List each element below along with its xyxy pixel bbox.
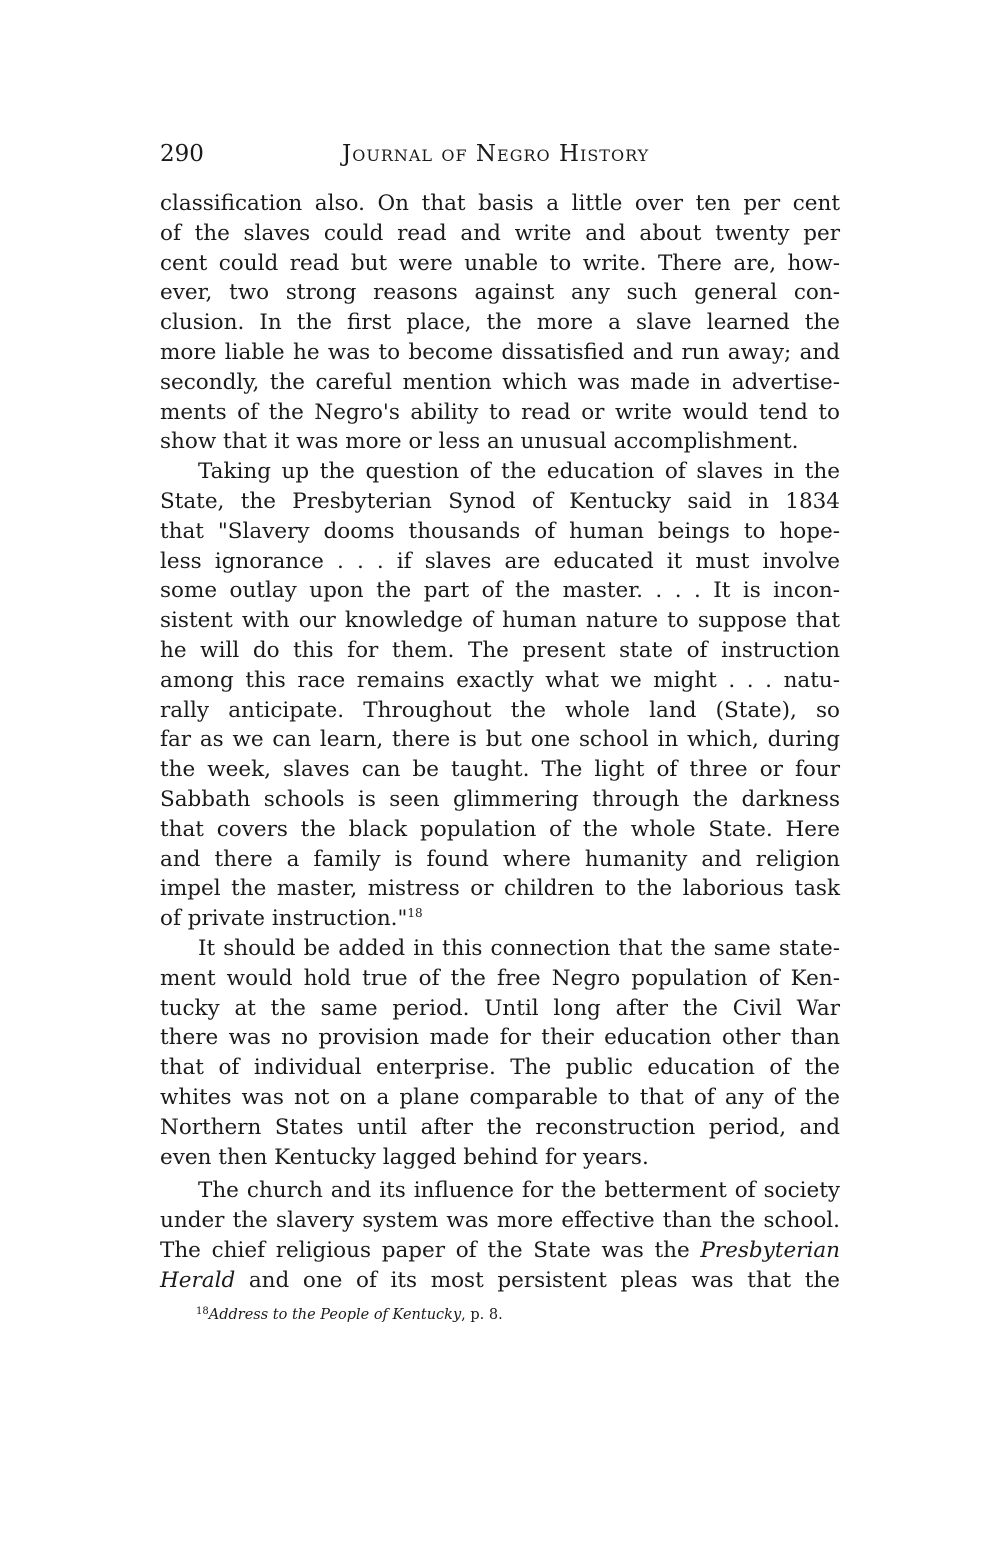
text-line: that covers the black population of the whole State. Here — [160, 816, 840, 842]
text-line: far as we can learn, there is but one school in which, during — [160, 727, 840, 753]
text-line: Northern States until after the reconstruction period, and — [160, 1114, 840, 1140]
footnote-page: , p. 8. — [461, 1307, 503, 1324]
text-line: clusion. In the first place, the more a slave learned the — [160, 310, 840, 336]
paragraph — [160, 934, 840, 1172]
text-line: show that it was more or less an unusual accomplishment. — [160, 429, 799, 455]
footnote-number: 18 — [196, 1306, 209, 1318]
page-number: 290 — [160, 141, 204, 167]
text-line-content: of private instruction." — [160, 906, 408, 932]
text-line: there was no provision made for their education other than — [160, 1025, 840, 1051]
text-line: of the slaves could read and write and about twenty per — [160, 220, 840, 246]
text-line: Sabbath schools is seen glimmering through the darkness — [160, 786, 840, 812]
text-line: impel the master, mistress or children to the laborious task — [160, 876, 840, 902]
text-line: less ignorance . . . if slaves are educated it must involve — [160, 548, 840, 574]
text-line: ments of the Negro's ability to read or write would tend to — [160, 399, 840, 425]
text-line: It should be added in this connection that the same state- — [198, 935, 840, 961]
text-line: that "Slavery dooms thousands of human beings to hope- — [160, 518, 840, 544]
footnote-reference[interactable]: 18 — [407, 906, 423, 921]
footnote — [160, 1305, 840, 1325]
text-line: whites was not on a plane comparable to that of any of the — [160, 1084, 840, 1110]
journal-name-italic: Herald — [160, 1267, 236, 1293]
paragraph — [160, 1176, 840, 1295]
text-line: ever, two strong reasons against any such general con- — [160, 280, 840, 306]
text-line: secondly, the careful mention which was made in advertise- — [160, 369, 840, 395]
text-line: even then Kentucky lagged behind for years. — [160, 1144, 649, 1170]
text-line: Herald and one of its most persistent pleas was that the — [160, 1267, 840, 1293]
text-line: cent could read but were unable to write. There are, how- — [160, 250, 840, 276]
paragraph — [160, 189, 840, 457]
running-head — [160, 135, 840, 175]
text-line: tucky at the same period. Until long after the Civil War — [160, 995, 840, 1021]
book-page — [160, 135, 840, 1325]
text-line: rally anticipate. Throughout the whole land (State), so — [160, 697, 840, 723]
text-line: Taking up the question of the education of slaves in the — [198, 459, 840, 485]
text-line — [160, 904, 840, 934]
text-line: The chief religious paper of the State was the Presbyterian — [160, 1237, 840, 1263]
text-line: that of individual enterprise. The public education of the — [160, 1055, 840, 1081]
text-line: sistent with our knowledge of human nature to suppose that — [160, 608, 840, 634]
body-text — [160, 189, 840, 1295]
text-line: State, the Presbyterian Synod of Kentucky said in 1834 — [160, 488, 840, 514]
paragraph — [160, 457, 840, 934]
text-line: among this race remains exactly what we might . . . natu- — [160, 667, 840, 693]
text-line: classification also. On that basis a little over ten per cent — [160, 191, 840, 216]
text-line: under the slavery system was more effective than the school. — [160, 1208, 840, 1234]
text-line: and there a family is found where humanity and religion — [160, 846, 840, 872]
journal-title: Journal of Negro History — [342, 141, 650, 167]
text-line: ment would hold true of the free Negro population of Ken- — [160, 965, 840, 991]
text-line: some outlay upon the part of the master. . . . It is incon- — [160, 578, 840, 604]
journal-name-italic: Presbyterian — [700, 1237, 840, 1263]
text-line: The church and its influence for the betterment of society — [198, 1178, 840, 1204]
text-line: he will do this for them. The present state of instruction — [160, 637, 840, 663]
text-line: the week, slaves can be taught. The light of three or four — [160, 757, 840, 783]
footnote-title: Address to the People of Kentucky — [208, 1307, 462, 1324]
text-line: more liable he was to become dissatisfied and run away; and — [160, 339, 840, 365]
